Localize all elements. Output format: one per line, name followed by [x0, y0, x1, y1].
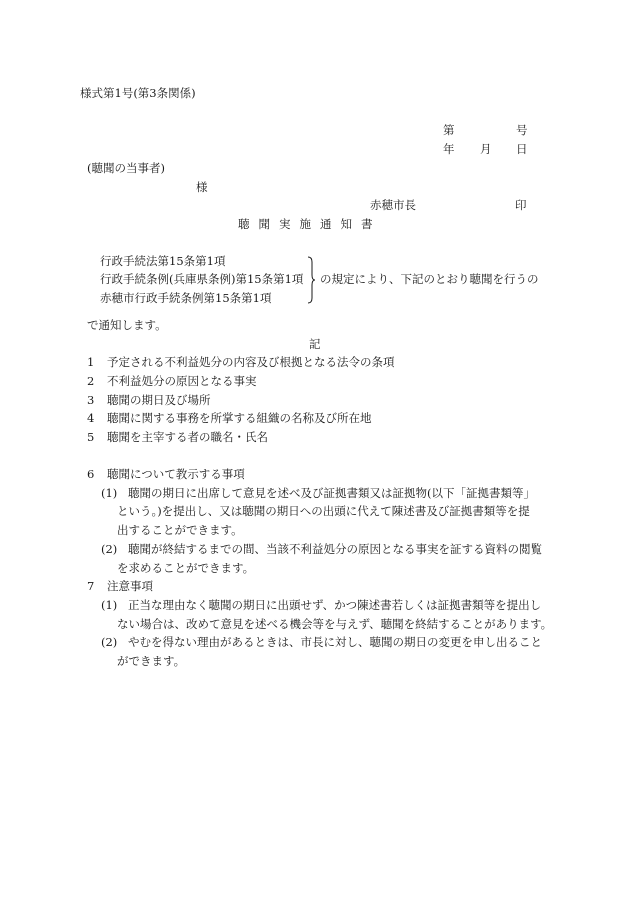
section-number: 4: [87, 411, 95, 425]
subitem-line: を求めることができます。: [117, 561, 255, 575]
section-number: 3: [87, 393, 95, 407]
subitem-number: (1): [101, 486, 118, 500]
section-number: 5: [87, 430, 95, 444]
section-text: 聴聞を主宰する者の職名・氏名: [107, 430, 268, 444]
section-title: 聴聞について教示する事項: [107, 467, 245, 481]
subitem-number: (1): [101, 598, 118, 612]
section-number: 2: [87, 374, 95, 388]
date-month: 月: [480, 142, 492, 156]
section-text: 不利益処分の原因となる事実: [107, 374, 257, 388]
subitem-line: 聴聞の期日に出席して意見を述べ及び証拠書類又は証拠物(以下「証拠書類等」: [128, 486, 535, 500]
subitem-number: (2): [101, 635, 118, 649]
legal-basis-item: 行政手続条例(兵庫県条例)第15条第1項: [100, 272, 304, 286]
recipient-honorific: 様: [196, 180, 208, 194]
section-number: 7: [87, 579, 95, 593]
document-title: 聴聞実施通知書: [238, 217, 382, 231]
subitem-number: (2): [101, 542, 118, 556]
section-text: 聴聞の期日及び場所: [107, 393, 211, 407]
date-day: 日: [516, 142, 528, 156]
curly-brace-icon: [307, 256, 316, 304]
recipient-label: (聴聞の当事者): [87, 161, 165, 175]
date-year: 年: [443, 142, 455, 156]
form-number: 様式第1号(第3条関係): [80, 86, 196, 100]
section-text: 聴聞に関する事務を所掌する組織の名称及び所在地: [107, 411, 372, 425]
legal-basis-suffix: の規定により、下記のとおり聴聞を行うの: [320, 272, 539, 286]
subitem-line: 出することができます。: [117, 523, 243, 537]
ki-marker: 記: [309, 337, 321, 351]
subitem-line: という。)を提出し、又は聴聞の期日への出頭に代えて陳述書及び証拠書類等を提: [117, 504, 530, 518]
issuer-title: 赤穂市長: [370, 198, 416, 212]
doc-number-suffix: 号: [516, 123, 528, 137]
legal-basis-continuation: で通知します。: [87, 318, 167, 332]
subitem-line: 聴聞が終結するまでの間、当該不利益処分の原因となる事実を証する資料の閲覧: [128, 542, 542, 556]
legal-basis-item: 赤穂市行政手続条例第15条第1項: [100, 291, 272, 305]
subitem-line: ない場合は、改めて意見を述べる機会等を与えず、聴聞を終結することがあります。: [117, 617, 553, 631]
section-title: 注意事項: [107, 579, 153, 593]
doc-number-prefix: 第: [443, 123, 455, 137]
subitem-line: やむを得ない理由があるときは、市長に対し、聴聞の期日の変更を申し出ること: [128, 635, 542, 649]
section-number: 1: [87, 355, 95, 369]
issuer-seal: 印: [515, 198, 527, 212]
section-text: 予定される不利益処分の内容及び根拠となる法令の条項: [107, 355, 395, 369]
subitem-line: ができます。: [117, 654, 186, 668]
section-number: 6: [87, 467, 95, 481]
legal-basis-item: 行政手続法第15条第1項: [100, 254, 226, 268]
subitem-line: 正当な理由なく聴聞の期日に出頭せず、かつ陳述書若しくは証拠書類等を提出し: [128, 598, 542, 612]
